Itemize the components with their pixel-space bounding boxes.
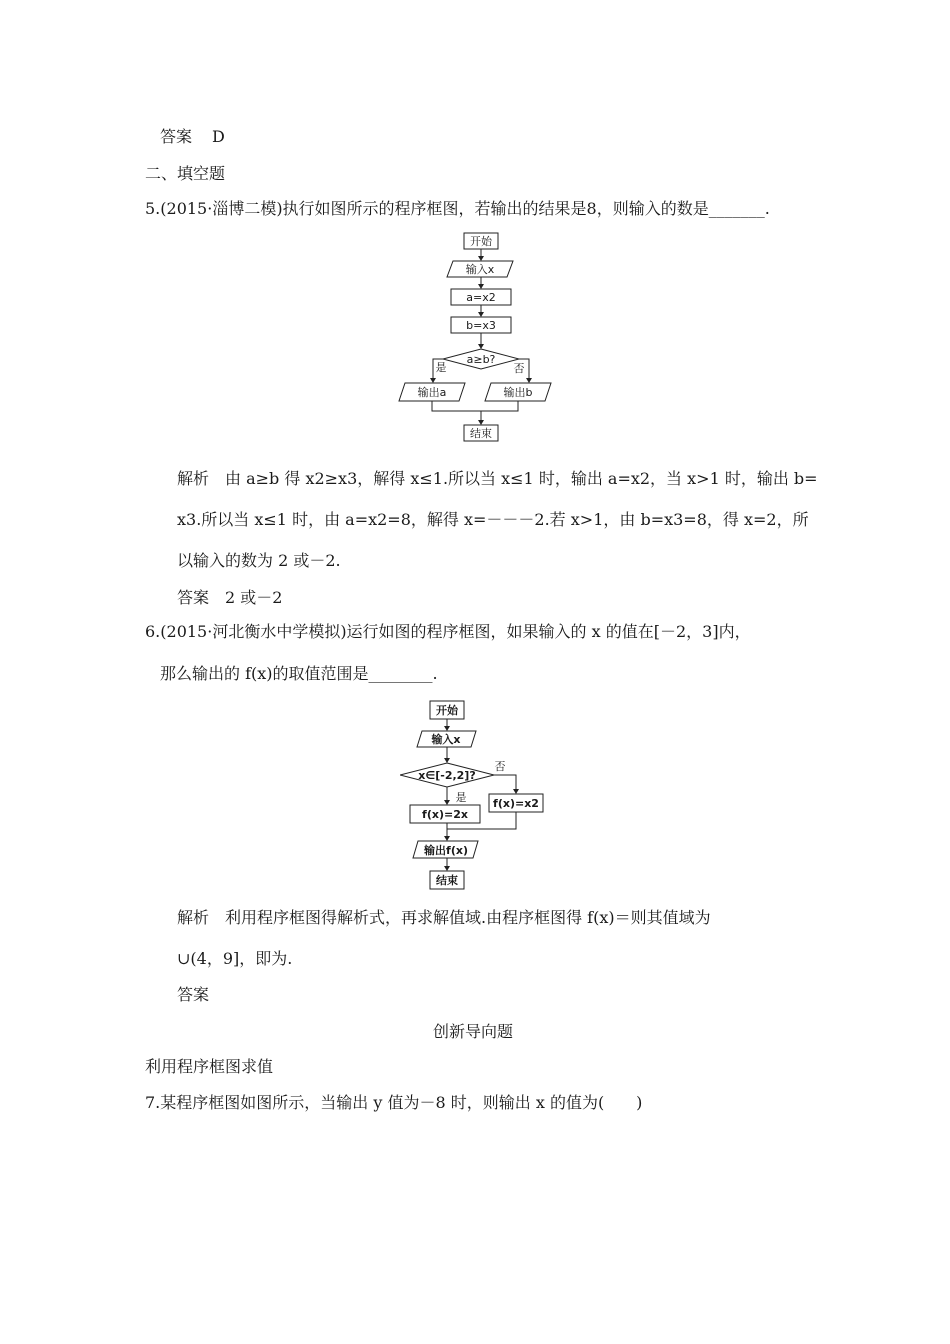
q5-analysis-line-3: 以输入的数为 2 或－2. bbox=[177, 551, 341, 570]
q5-step-b-text: b=x3 bbox=[466, 319, 496, 332]
q6-decision-text: x∈[-2,2]? bbox=[418, 769, 476, 782]
q6-stem-line-2: 那么输出的 f(x)的取值范围是________. bbox=[160, 664, 438, 683]
q4-answer bbox=[160, 127, 225, 147]
q5-step-a-text: a=x2 bbox=[466, 291, 496, 304]
q5-yes-label: 是 bbox=[435, 361, 447, 374]
q6-no-step-text: f(x)=x2 bbox=[493, 797, 539, 810]
q7-stem: 7.某程序框图如图所示，当输出 y 值为－8 时，则输出 x 的值为( ) bbox=[145, 1093, 643, 1112]
q6-analysis-line-1: 解析 利用程序框图得解析式，再求解值域.由程序框图得 f(x)＝则其值域为 bbox=[177, 908, 711, 927]
q6-start-text: 开始 bbox=[436, 704, 458, 717]
q4-answer-label: 答案 bbox=[160, 127, 193, 146]
q5-output-a-text: 输出a bbox=[417, 386, 447, 399]
q6-yes-step-text: f(x)=2x bbox=[422, 808, 468, 821]
q6-flowchart bbox=[400, 697, 560, 897]
q6-no-label: 否 bbox=[494, 760, 506, 773]
q6-answer: 答案 bbox=[177, 985, 210, 1004]
q6-output-text: 输出f(x) bbox=[424, 844, 468, 857]
q4-answer-value: D bbox=[212, 127, 225, 146]
q6-yes-label: 是 bbox=[455, 791, 467, 804]
q5-stem: 5.(2015·淄博二模)执行如图所示的程序框图，若输出的结果是8，则输入的数是_______. bbox=[145, 199, 770, 218]
q5-answer: 答案 2 或－2 bbox=[177, 588, 283, 607]
q6-analysis-line-2: ∪(4，9]，即为. bbox=[177, 949, 293, 968]
q5-decision-text: a≥b? bbox=[466, 353, 496, 366]
q5-no-label: 否 bbox=[513, 362, 525, 375]
q5-analysis-line-2: x3.所以当 x≤1 时，由 a=x2=8，解得 x=－－－2.若 x>1，由 b=x3=8，得 x=2，所 bbox=[177, 510, 809, 529]
innovation-subheading: 利用程序框图求值 bbox=[145, 1057, 274, 1076]
q6-end-text: 结束 bbox=[436, 874, 458, 887]
q6-stem-line-1: 6.(2015·河北衡水中学模拟)运行如图的程序框图，如果输入的 x 的值在[－2，3]内， bbox=[145, 622, 751, 641]
q5-flowchart bbox=[391, 229, 571, 449]
q5-output-b-text: 输出b bbox=[503, 386, 533, 399]
q5-analysis-line-1: 解析 由 a≥b 得 x2≥x3，解得 x≤1.所以当 x≤1 时，输出 a=x2，当 x>1 时，输出 b= bbox=[177, 469, 818, 488]
section-title: 二、填空题 bbox=[145, 164, 226, 183]
innovation-heading: 创新导向题 bbox=[433, 1022, 514, 1041]
q5-input-text: 输入x bbox=[465, 263, 495, 276]
q5-start-text: 开始 bbox=[470, 235, 492, 248]
q6-input-text: 输入x bbox=[431, 733, 461, 746]
q5-end-text: 结束 bbox=[470, 427, 492, 440]
